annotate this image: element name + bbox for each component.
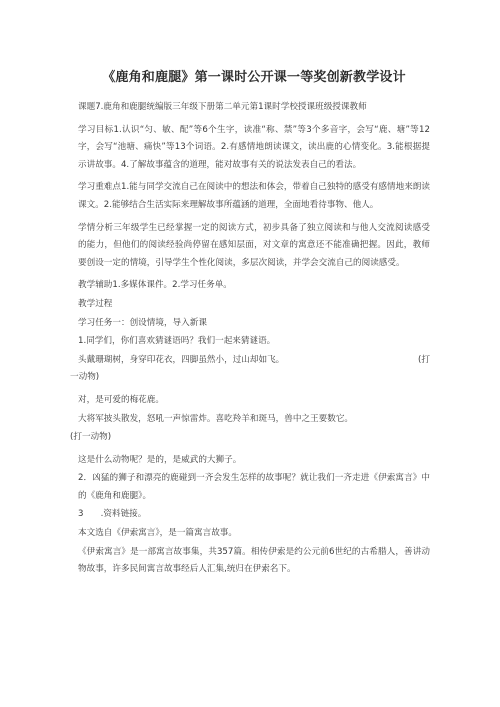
paragraph-q3: 3 .资料链接。 <box>78 509 147 520</box>
riddle-1-hint: (打 <box>418 354 430 365</box>
paragraph-q1: 1.同学们，你们喜欢猜谜语吗？我们一起来猜谜语。 <box>78 336 276 347</box>
paragraph-aesop: 《伊索寓言》是一部寓言故事集，共357篇。相传伊索是约公元前6世纪的古希腊人，善讲动物故事，许多民间寓言故事经后人汇集,统归在伊索名下。 <box>78 546 430 575</box>
paragraph-answer1: 对，是可爱的梅花鹿。 <box>78 394 164 405</box>
paragraph-aids: 教学辅助1.多媒体课件。2.学习任务单。 <box>78 280 232 291</box>
riddle-1 <box>78 352 430 370</box>
paragraph-goals: 学习目标1.认识“匀、敏、配”等6个生字，读准“称、禁”等3个多音字，会写“鹿、塘”等12字，会写“池塘、痛快”等13个词语。2.有感情地朗读课文，读出鹿的心情变化。3.能根据提示讲故事。4.了解故事蕴含的道理，能对故事有关的说法发表自己的看法。 <box>78 124 430 170</box>
paragraph-task1: 学习任务一：创设情境，导入新课 <box>78 317 207 328</box>
paragraph-topic: 课题7.鹿角和鹿腿统编版三年级下册第二单元第1课时学校授课班级授课教师 <box>78 102 367 112</box>
paragraph-focus: 学习重难点1.能与同学交流自己在阅读中的想法和体会，带着自己独特的感受有感情地来朗读课文。2.能够结合生活实际来理解故事所蕴涵的道理，全面地看待事物、他人。 <box>78 182 430 210</box>
paragraph-answer2: 这是什么动物呢？是的，是威武的大狮子。 <box>78 454 242 465</box>
paragraph-q2: 2．凶猛的狮子和漂亮的鹿碰到一齐会发生怎样的故事呢？就让我们一齐走进《伊索寓言》中的《鹿角和鹿腿》。 <box>78 473 430 501</box>
riddle-1-hint-cont: 一动物) <box>70 372 100 383</box>
paragraph-riddle2: 大将军披头散发，怒吼一声惊雷炸。喜吃羚羊和斑马，兽中之王要数它。 <box>78 413 354 424</box>
paragraph-analysis: 学情分析三年级学生已经掌握一定的阅读方式，初步具备了独立阅读和与他人交流阅读感受的能力，但他们的阅读经验尚停留在感知层面，对文章的寓意还不能准确把握。因此，教师要创设一定的情境，引导学生个性化阅读，多层次阅读，并学会交流自己的阅读感受。 <box>78 222 430 268</box>
paragraph-process: 教学过程 <box>78 298 113 309</box>
paragraph-source: 本文选自《伊索寓言》，是一篇寓言故事。 <box>78 528 237 539</box>
document-title: 《鹿角和鹿腿》第一课时公开课一等奖创新教学设计 <box>102 70 406 85</box>
riddle-1-text: 头戴珊瑚树，身穿印花衣，四脚虽然小，过山却如飞。 <box>78 354 285 365</box>
riddle-2-hint: (打一动物) <box>70 432 112 443</box>
